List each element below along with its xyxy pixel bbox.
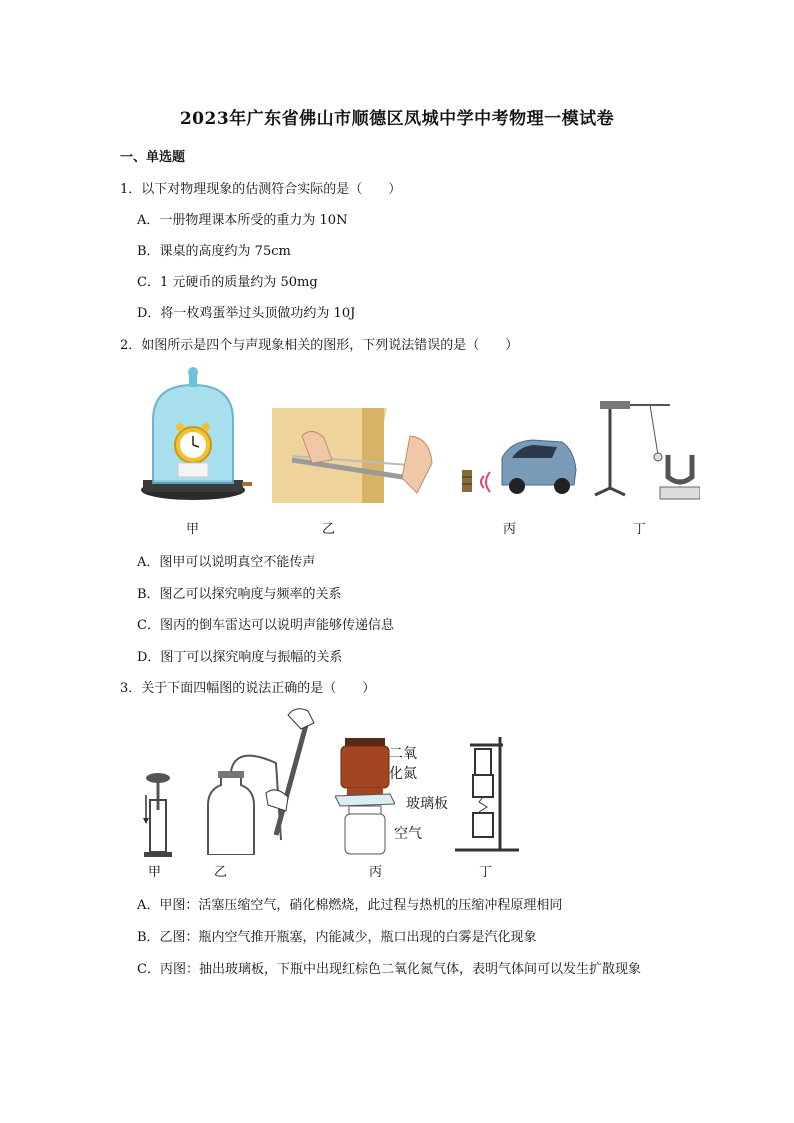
ruler-desk-figure [272,408,437,503]
q1-option-b: B．课桌的高度约为 75cm [137,244,291,259]
q3-option-c: C．丙图：抽出玻璃板，下瓶中出现红棕色二氧化氮气体，表明气体间可以发生扩散现象 [137,962,641,977]
page-title: 2023年广东省佛山市顺德区凤城中学中考物理一模试卷 [179,109,615,129]
q2-option-d: D．图丁可以探究响度与振幅的关系 [137,650,343,665]
glass-plate-label: 玻璃板 [406,796,448,812]
lead-blocks-stand-figure [455,737,525,855]
q3-caption-jia: 甲 [148,865,162,880]
q3-caption-bing: 丙 [369,865,383,880]
q1-option-a: A．一册物理课本所受的重力为 10N [137,213,348,228]
q2-caption-bing: 丙 [503,522,517,537]
question-3-stem: 3．关于下面四幅图的说法正确的是（ ） [120,681,376,696]
q2-option-b: B．图乙可以探究响度与频率的关系 [137,587,342,602]
no2-label-line2: 化氮 [389,766,417,782]
q2-option-c: C．图丙的倒车雷达可以说明声能够传递信息 [137,618,394,633]
air-label: 空气 [394,826,422,842]
q2-caption-jia: 甲 [186,522,200,537]
tuning-fork-figure [590,395,700,505]
q2-caption-ding: 丁 [633,522,647,537]
q1-option-c: C．1 元硬币的质量约为 50mg [137,275,318,290]
car-radar-figure [462,430,582,500]
piston-cylinder-figure [138,770,178,862]
q3-option-b: B．乙图：瓶内空气推开瓶塞，内能减少，瓶口出现的白雾是汽化现象 [137,930,537,945]
section-heading: 一、单选题 [120,150,186,165]
q3-caption-yi: 乙 [214,865,228,880]
q3-option-a: A．甲图：活塞压缩空气，硝化棉燃烧，此过程与热机的压缩冲程原理相同 [137,898,563,913]
question-2-stem: 2．如图所示是四个与声现象相关的图形，下列说法错误的是（ ） [120,338,519,353]
bell-jar-clock-figure [138,365,258,510]
diffusion-bottles-figure [335,738,395,858]
q2-caption-yi: 乙 [322,522,336,537]
q3-caption-ding: 丁 [479,865,493,880]
question-1-stem: 1．以下对物理现象的估测符合实际的是（ ） [120,182,402,197]
bottle-pump-figure [196,705,321,855]
q2-option-a: A．图甲可以说明真空不能传声 [137,555,316,570]
q1-option-d: D．将一枚鸡蛋举过头顶做功约为 10J [137,306,356,321]
no2-label-line1: 二氧 [389,746,417,762]
